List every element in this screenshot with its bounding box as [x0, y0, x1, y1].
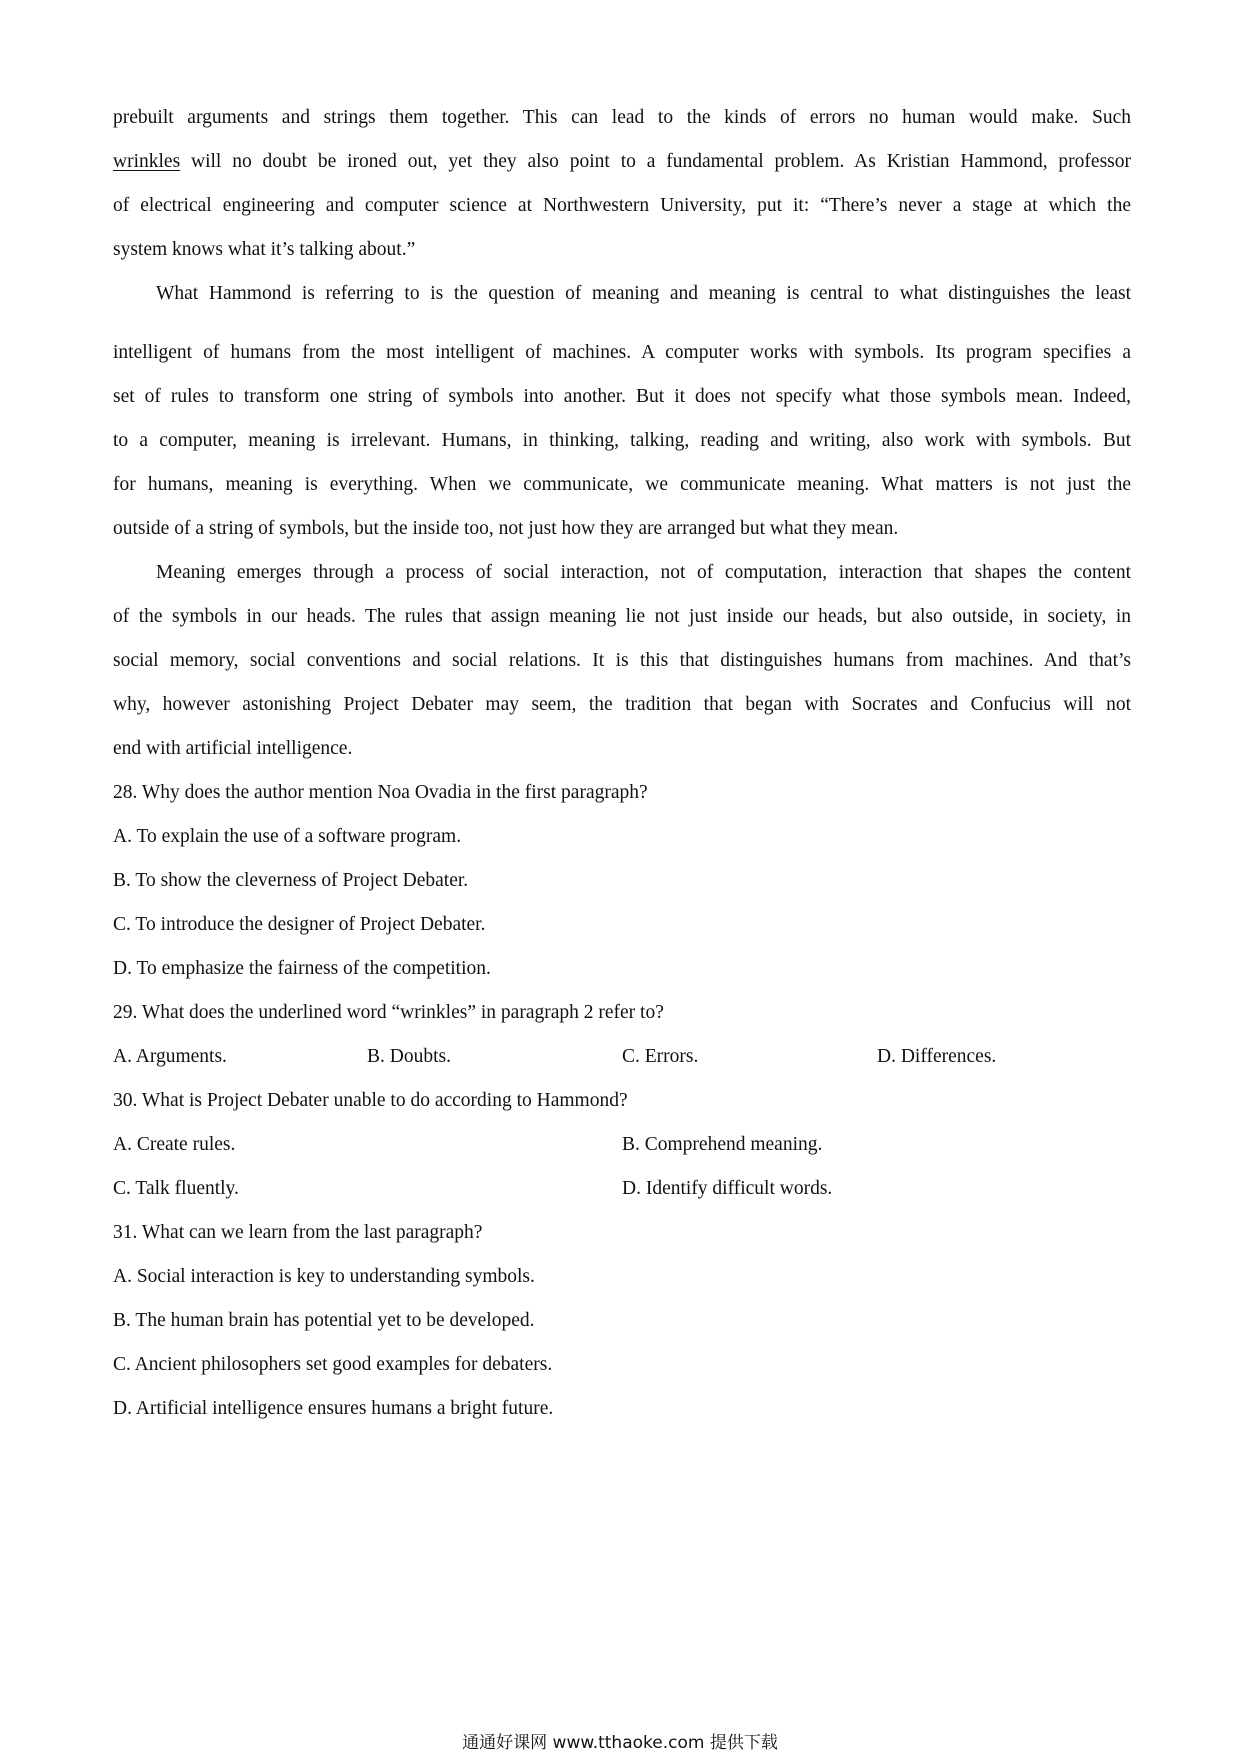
passage-line: outside of a string of symbols, but the inside too, not just how they are arranged but what they mean.	[113, 518, 899, 539]
passage-line: set of rules to transform one string of symbols into another. But it does not specify what those symbols mean. Indeed,	[113, 386, 1131, 407]
answer-option: B. The human brain has potential yet to be developed.	[113, 1310, 535, 1331]
answer-option: C. Talk fluently.	[113, 1178, 239, 1199]
answer-option: D. Artificial intelligence ensures humans a bright future.	[113, 1398, 554, 1419]
underlined-word: wrinkles	[113, 151, 181, 172]
passage-line: to a computer, meaning is irrelevant. Humans, in thinking, talking, reading and writing, also work with symbols. But	[113, 430, 1131, 451]
answer-option: D. To emphasize the fairness of the competition.	[113, 958, 491, 979]
passage-line: end with artificial intelligence.	[113, 738, 353, 759]
passage-line: of electrical engineering and computer science at Northwestern University, put it: “There’s never a stage at which the	[113, 195, 1131, 216]
answer-option: D. Differences.	[877, 1046, 997, 1067]
answer-option: C. Errors.	[622, 1046, 699, 1067]
passage-line: for humans, meaning is everything. When we communicate, we communicate meaning. What matters is not just the	[113, 474, 1131, 495]
question-stem: 30. What is Project Debater unable to do according to Hammond?	[113, 1090, 628, 1111]
question-stem: 28. Why does the author mention Noa Ovadia in the first paragraph?	[113, 782, 648, 803]
answer-option: C. To introduce the designer of Project Debater.	[113, 914, 486, 935]
answer-option: A. Create rules.	[113, 1134, 236, 1155]
answer-option: C. Ancient philosophers set good examples for debaters.	[113, 1354, 553, 1375]
answer-option: A. Arguments.	[113, 1046, 227, 1067]
passage-line	[113, 152, 1131, 172]
passage-line-text: will no doubt be ironed out, yet they also point to a fundamental problem. As Kristian Hammond, professor	[180, 151, 1131, 172]
answer-option: B. Doubts.	[367, 1046, 451, 1067]
passage-line: why, however astonishing Project Debater may seem, the tradition that began with Socrates and Confucius will not	[113, 694, 1131, 715]
question-stem: 29. What does the underlined word “wrinkles” in paragraph 2 refer to?	[113, 1002, 664, 1023]
question-stem: 31. What can we learn from the last paragraph?	[113, 1222, 483, 1243]
passage-line: of the symbols in our heads. The rules that assign meaning lie not just inside our heads, but also outside, in society, in	[113, 606, 1131, 627]
passage-line: system knows what it’s talking about.”	[113, 239, 416, 260]
passage-line: prebuilt arguments and strings them together. This can lead to the kinds of errors no human would make. Such	[113, 107, 1131, 128]
passage-line: intelligent of humans from the most intelligent of machines. A computer works with symbols. Its program specifies a	[113, 342, 1131, 363]
passage-line: What Hammond is referring to is the question of meaning and meaning is central to what distinguishes the least	[156, 283, 1131, 304]
answer-option: B. To show the cleverness of Project Debater.	[113, 870, 469, 891]
passage-line: Meaning emerges through a process of social interaction, not of computation, interaction that shapes the content	[156, 562, 1131, 583]
page-footer: 通通好课网 www.tthaoke.com 提供下载	[462, 1733, 778, 1753]
answer-option: B. Comprehend meaning.	[622, 1134, 823, 1155]
answer-option: A. Social interaction is key to understanding symbols.	[113, 1266, 535, 1287]
answer-option: A. To explain the use of a software program.	[113, 826, 462, 847]
answer-option: D. Identify difficult words.	[622, 1178, 833, 1199]
passage-line: social memory, social conventions and social relations. It is this that distinguishes humans from machines. And that’s	[113, 650, 1131, 671]
